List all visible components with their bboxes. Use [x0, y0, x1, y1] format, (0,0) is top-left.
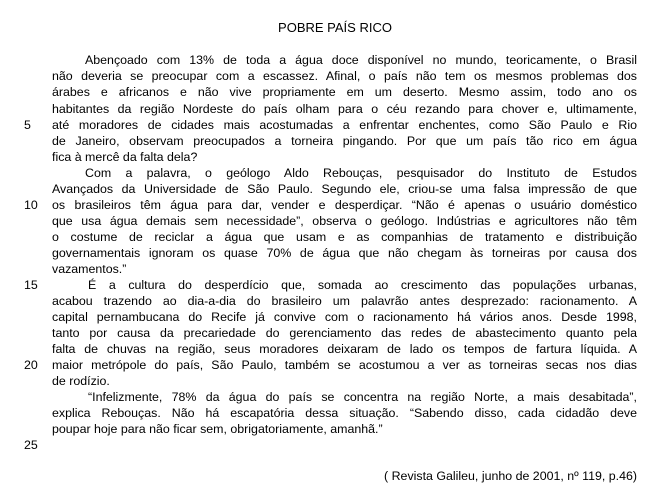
text-line: habitantes da região Nordeste do país olham para o céu rezando para chover e, ultimamente, — [52, 102, 637, 116]
line-number: 10 — [24, 198, 38, 212]
text-line: É a cultura do desperdício que, somada ao crescimento das populações urbanas, — [88, 278, 637, 292]
source-citation: ( Revista Galileu, junho de 2001, nº 119, p.46) — [384, 469, 637, 483]
text-line: vazamentos.” — [52, 262, 127, 276]
text-line: Avançados da Universidade de São Paulo. Segundo ele, criou-se uma falsa impressão de que — [52, 182, 637, 196]
text-line: “Infelizmente, 78% da água do país se concentra na região Norte, a mais desabitada”, — [88, 390, 637, 404]
text-line: acabou trazendo ao dia-a-dia do brasileiro um palavrão antes desprezado: racionamento. A — [52, 294, 637, 308]
text-line: maior metrópole do país, São Paulo, também se acostumou a ver as torneiras secas nos dias — [52, 358, 637, 372]
text-line: até moradores de cidades mais acostumadas a enfrentar enchentes, como São Paulo e Rio — [52, 118, 637, 132]
text-line: explica Rebouças. Não há escapatória dessa situação. “Sabendo disso, cada cidadão deve — [52, 406, 637, 420]
text-line: o costume de reciclar a água que usam e as companhias de tratamento e distribuição — [52, 230, 637, 244]
text-line: de Janeiro, observam preocupados a torneira pingando. Por que um país tão rico em água — [52, 134, 637, 148]
text-line: árabes e africanos e não vive propriamente em um deserto. Mesmo assim, todo ano os — [52, 85, 637, 99]
text-line: tanto por causa da precariedade do gerenciamento das redes de abastecimento quanto pela — [52, 326, 637, 340]
text-line: que usa água demais sem necessidade”, observa o geólogo. Indústrias e agricultores não têm — [52, 214, 637, 228]
text-line: capital pernambucana do Recife já convive com o racionamento há vários anos. Desde 1998, — [52, 310, 637, 324]
line-number: 15 — [24, 278, 38, 292]
text-line: falta de chuvas na região, seus moradores deixaram de lado os tempos de fartura líquida. A — [52, 342, 637, 356]
text-line: fica à mercê da falta dela? — [52, 150, 198, 164]
text-line: governamentais ignoram os quase 70% de água que não chegam às torneiras por causa dos — [52, 246, 637, 260]
line-number: 5 — [24, 118, 31, 132]
line-number: 25 — [24, 438, 38, 452]
text-line: não deveria se preocupar com a escassez. Afinal, o país não tem os mesmos problemas dos — [52, 69, 637, 83]
text-line: Com a palavra, o geólogo Aldo Rebouças, pesquisador do Instituto de Estudos — [85, 166, 637, 180]
text-line: poupar hoje para não ficar sem, obrigatoriamente, amanhã.” — [52, 422, 383, 436]
text-line: de rodízio. — [52, 374, 110, 388]
text-line: Abençoado com 13% de toda a água doce disponível no mundo, teoricamente, o Brasil — [85, 53, 637, 67]
text-line: os brasileiros têm água para dar, vender e desperdiçar. “Não é apenas o usuário doméstico — [52, 198, 637, 212]
article-title: POBRE PAÍS RICO — [278, 20, 392, 35]
line-number: 20 — [24, 358, 38, 372]
